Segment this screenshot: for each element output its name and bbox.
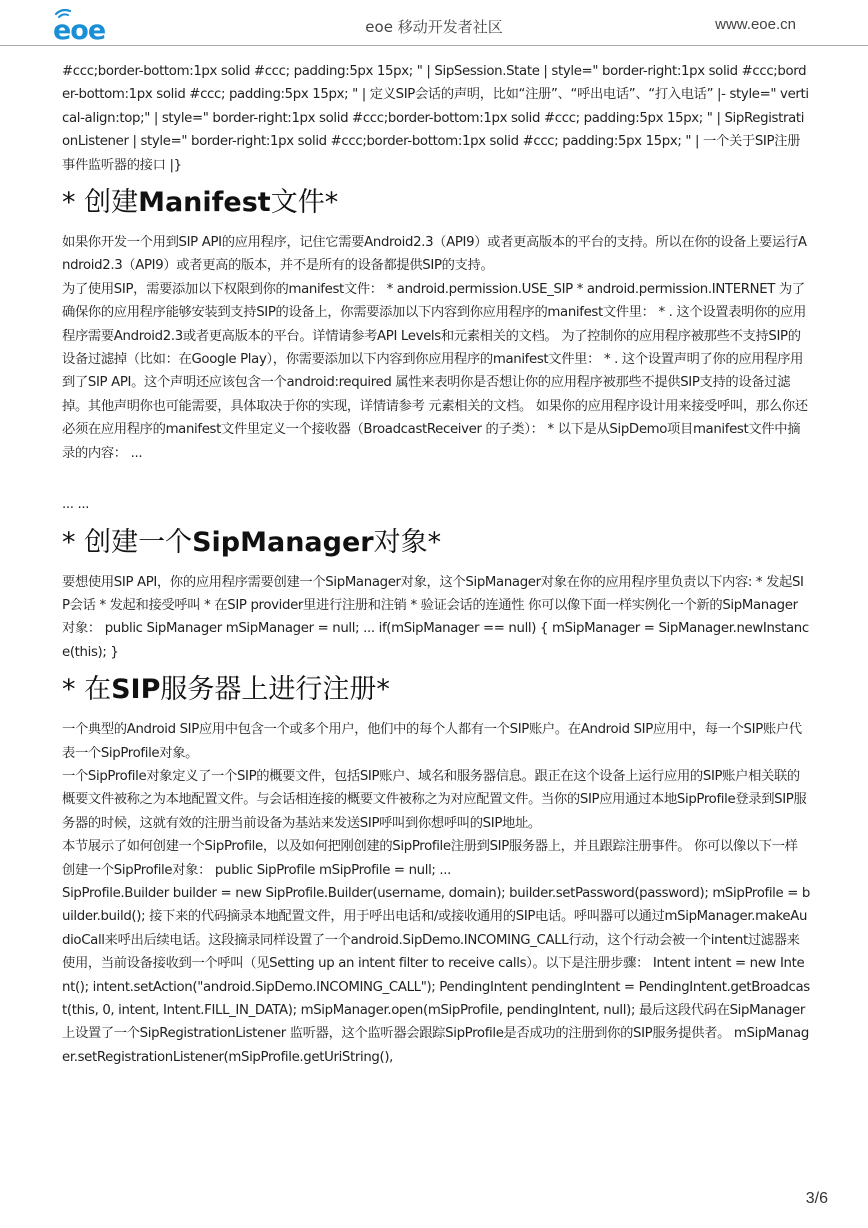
header-site-url: www.eoe.cn bbox=[715, 16, 796, 33]
paragraph-registration-code: SipProfile.Builder builder = new SipProfile.Builder(username, domain); builder.setPassword(password); mSipProfile = builder.build(); 接下来的代码摘录本地配置文件，用于呼出电话和/或接收通用的SIP电话。呼叫器可以通过mSipManager.makeAudioCall来呼出后续电话。这段摘录同样设置了一个android.SipDemo.INCOMING_CALL行动，这个行动会被一个intent过滤器来使用，当前设备接收到一个呼叫（见Setting up an intent filter to receive calls）。以下是注册步骤： Intent intent = new Intent(); intent.setAction("android.SipDemo.INCOMING_CALL"); PendingIntent pendingIntent = PendingIntent.getBroadcast(this, 0, intent, Intent.FILL_IN_DATA); mSipManager.open(mSipProfile, pendingIntent, null); 最后这段代码在SipManager上设置了一个SipRegistrationListener 监听器，这个监听器会跟踪SipProfile是否成功的注册到你的SIP服务提供者。 mSipManager.setRegistrationListener(mSipProfile.getUriString(), bbox=[62, 885, 810, 1065]
page-header bbox=[0, 0, 868, 46]
heading-create-manifest: * 创建Manifest文件* bbox=[62, 187, 339, 219]
paragraph-table-fragment: #ccc;border-bottom:1px solid #ccc; padding:5px 15px; " | SipSession.State | style=" border-right:1px solid #ccc;border-bottom:1px solid #ccc; padding:5px 15px; " | 定义SIP会话的声明，比如“注册”、“呼出电话”、“打入电话” |- style=" vertical-align:top;" | style=" border-right:1px solid #ccc;border-bottom:1px solid #ccc; padding:5px 15px; " | SipRegistrationListener | style=" border-right:1px solid #ccc;border-bottom:1px solid #ccc; padding:5px 15px; " | 一个关于SIP注册事件监听器的接口 |} bbox=[62, 64, 809, 173]
page-number: 3/6 bbox=[805, 1190, 828, 1207]
spacer bbox=[62, 465, 810, 493]
document-body bbox=[62, 60, 810, 1069]
paragraph-ellipsis: ... ... bbox=[62, 497, 90, 513]
paragraph-api-requirement: 如果你开发一个用到SIP API的应用程序，记住它需要Android2.3（API9）或者更高版本的平台的支持。所以在你的设备上要运行Android2.3（API9）或者更高的版本，并不是所有的设备都提供SIP的支持。 bbox=[62, 235, 807, 274]
paragraph-manifest-permissions: 为了使用SIP，需要添加以下权限到你的manifest文件： * android.permission.USE_SIP * android.permission.INTERNET 为了确保你的应用程序能够安装到支持SIP的设备上，你需要添加以下内容到你应用程序的manifest文件里： * . 这个设置表明你的应用程序需要Android2.3或者更高版本的平台。详情请参考API Levels和元素相关的文档。 为了控制你的应用程序被那些不支持SIP的设备过滤掉（比如：在Google Play），你需要添加以下内容到你应用程序的manifest文件里： * . 这个设置声明了你的应用程序用到了SIP API。这个声明还应该包含一个android:required 属性来表明你是否想让你的应用程序被那些不提供SIP支持的设备过滤掉。其他声明你也可能需要，具体取决于你的实现，详情请参考 元素相关的文档。 如果你的应用程序设计用来接受呼叫，那么你还必须在应用程序的manifest文件里定义一个接收器（BroadcastReceiver 的子类）： * 以下是从SipDemo项目manifest文件中摘录的内容： ... bbox=[62, 281, 808, 461]
paragraph-create-sipprofile: 本节展示了如何创建一个SipProfile，以及如何把刚创建的SipProfile注册到SIP服务器上，并且跟踪注册事件。 你可以像以下一样创建一个SipProfile对象： public SipProfile mSipProfile = null; ... bbox=[62, 839, 798, 878]
paragraph-sipmanager: 要想使用SIP API，你的应用程序需要创建一个SipManager对象，这个SipManager对象在你的应用程序里负责以下内容: * 发起SIP会话 * 发起和接受呼叫 * 在SIP provider里进行注册和注销 * 验证会话的连通性 你可以像下面一样实例化一个新的SipManager对象： public SipManager mSipManager = null; ... if(mSipManager == null) { mSipManager = SipManager.newInstance(this); } bbox=[62, 574, 809, 660]
svg-text:eoe: eoe bbox=[53, 15, 106, 42]
heading-create-sipmanager: * 创建一个SipManager对象* bbox=[62, 526, 442, 558]
paragraph-sipprofile: 一个SipProfile对象定义了一个SIP的概要文件，包括SIP账户、域名和服务器信息。跟正在这个设备上运行应用的SIP账户相关联的概要文件被称之为本地配置文件。与会话相连接的概要文件被称之为对应配置文件。当你的SIP应用通过本地SipProfile登录到SIP服务器的时候，这就有效的注册当前设备为基站来发送SIP呼叫到你想呼叫的SIP地址。 bbox=[62, 768, 807, 831]
header-site-title: eoe 移动开发者社区 bbox=[365, 18, 503, 36]
paragraph-sip-accounts: 一个典型的Android SIP应用中包含一个或多个用户，他们中的每个人都有一个SIP账户。在Android SIP应用中，每一个SIP账户代表一个SipProfile对象。 bbox=[62, 722, 802, 761]
heading-register-sip-server: * 在SIP服务器上进行注册* bbox=[62, 674, 390, 706]
